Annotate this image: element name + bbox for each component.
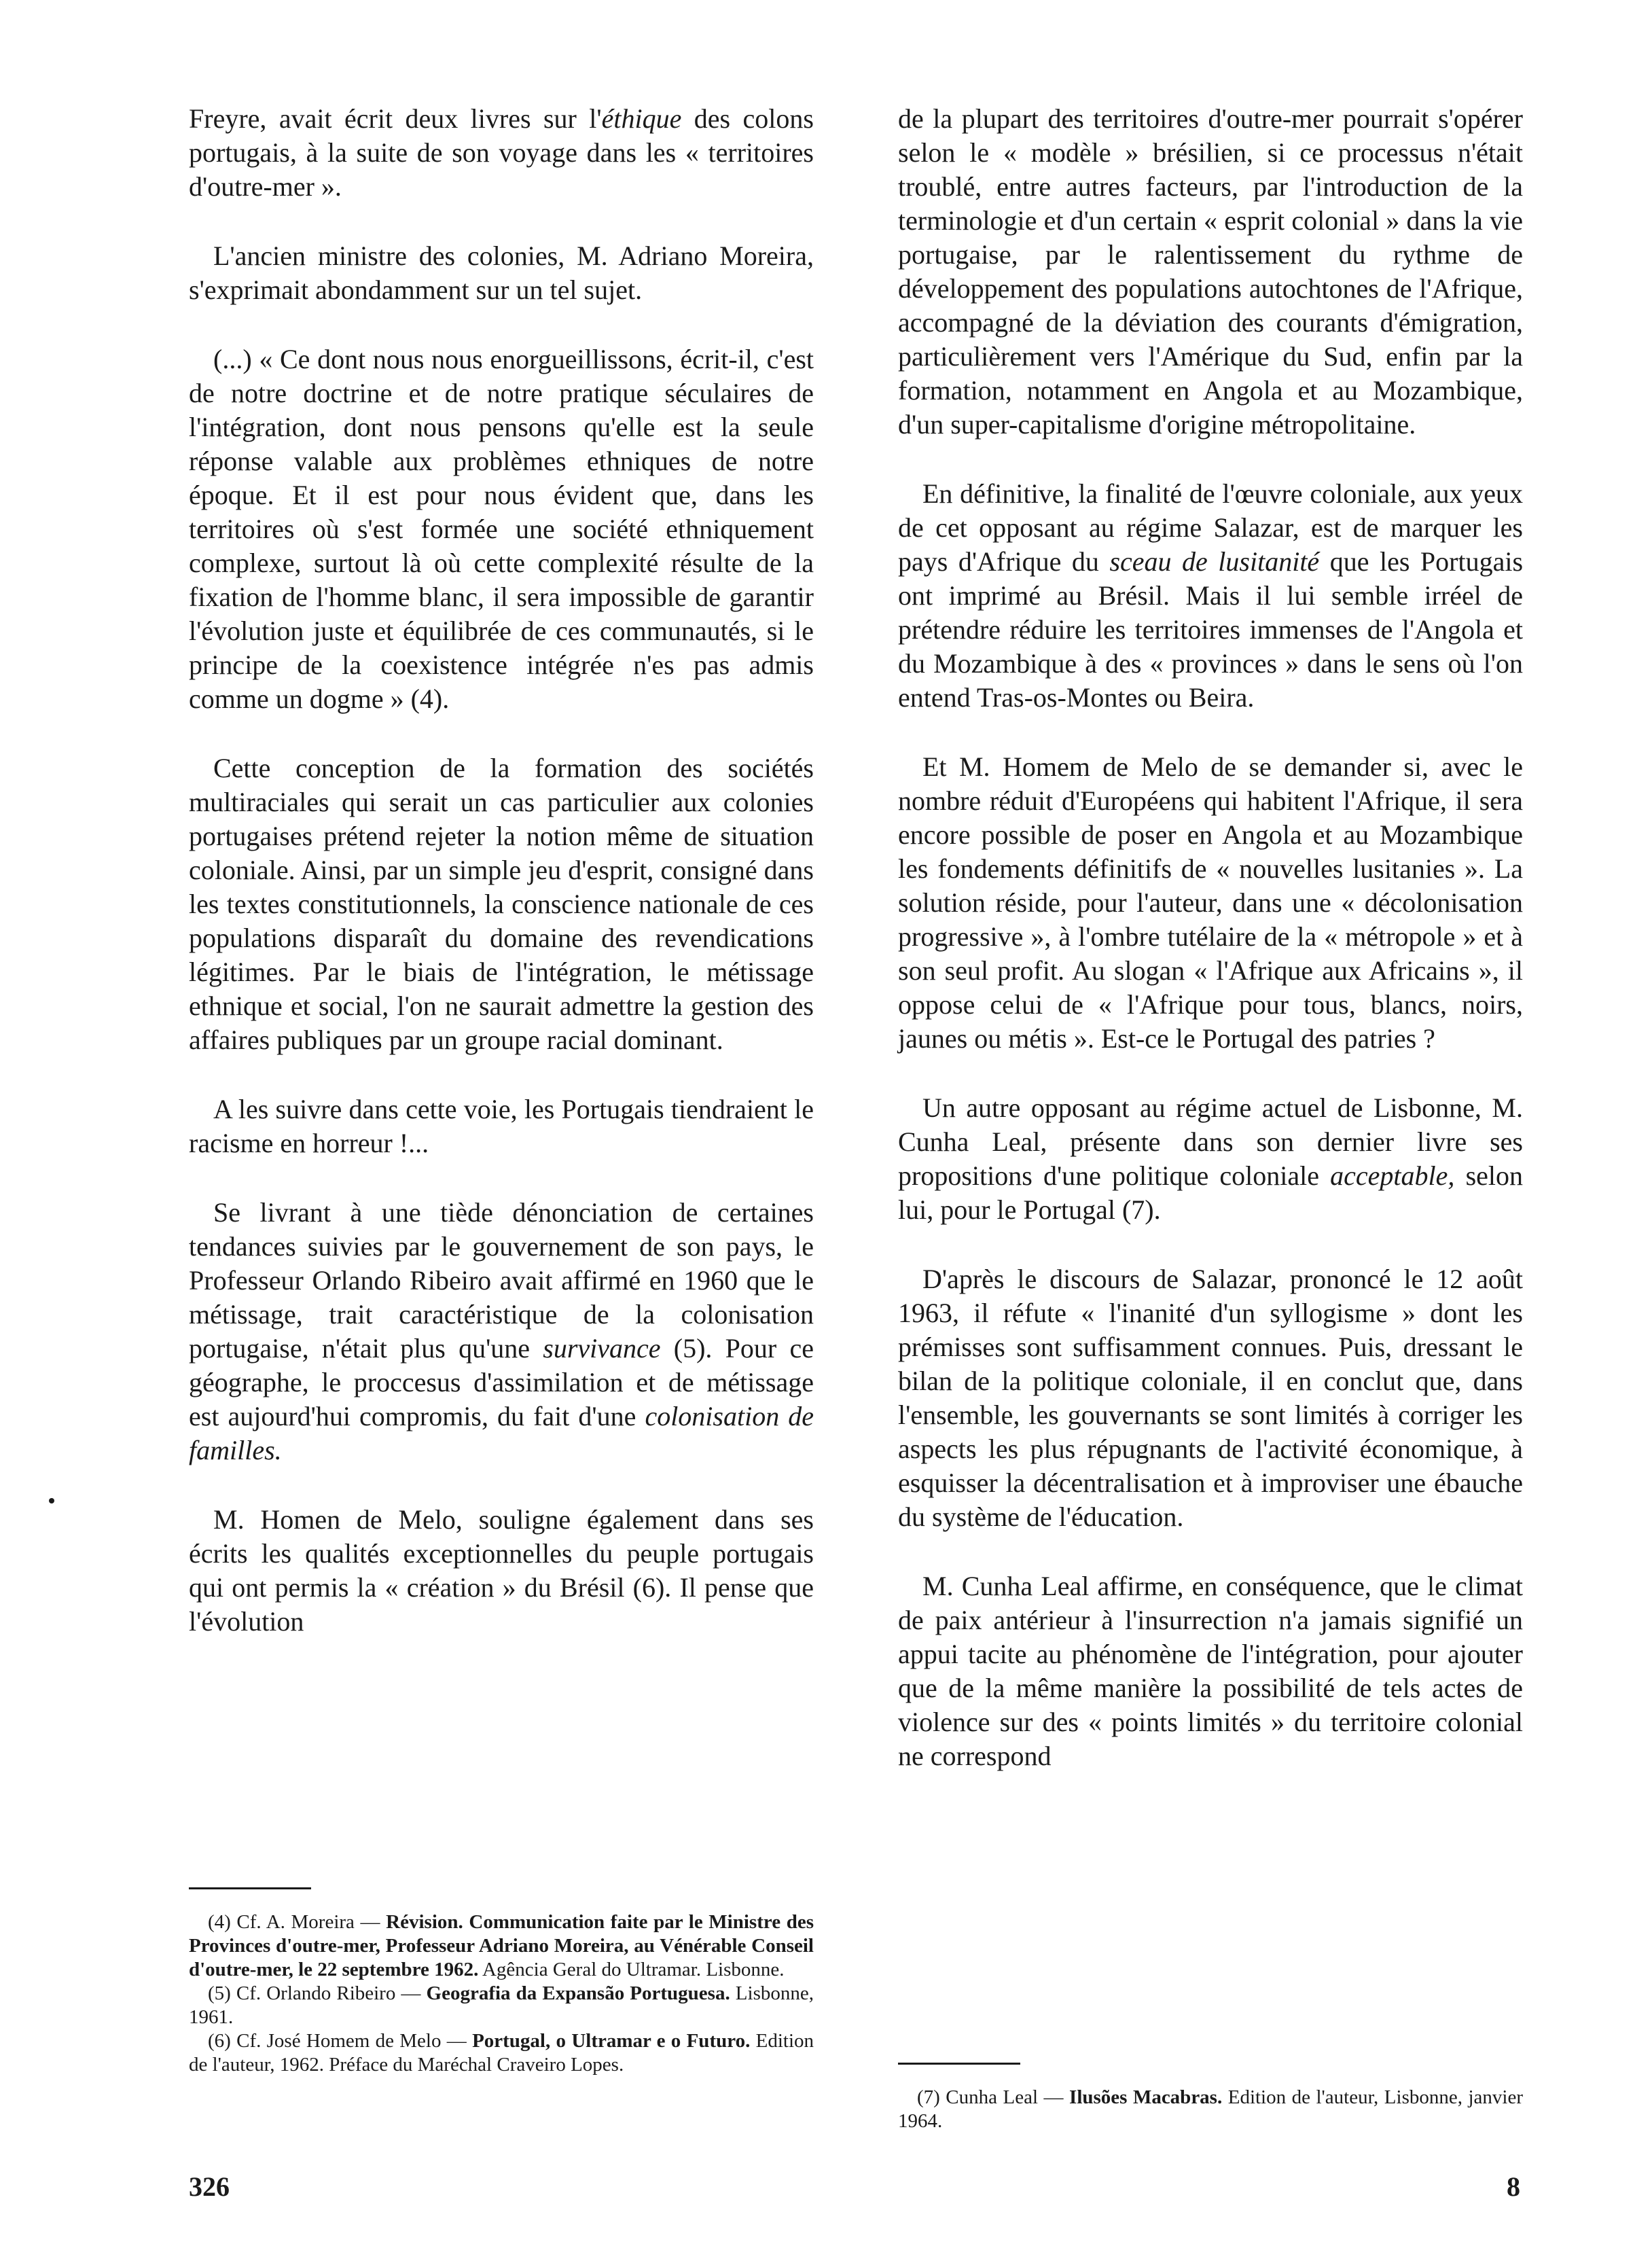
paragraph: Et M. Homem de Melo de se demander si, avec le nombre réduit d'Européens qui habitent l'Afrique, il sera encore possible de poser en Angola et au Mozambique les fondements définitifs de « nouvelles lusitanies ». La solution réside, pour l'auteur, dans une « décolonisation progressive », à l'ombre tutélaire de la « métropole » et à son seul profit. Au slogan « l'Afrique aux Africains », il oppose celui de « l'Afrique pour tous, blancs, noirs, jaunes ou métis ». Est-ce le Portugal des patries ? — [898, 751, 1523, 1054]
footnote-rule — [189, 1887, 311, 1889]
paragraph: Se livrant à une tiède dénonciation de certaines tendances suivies par le gouvernement de son pays, le Professeur Orlando Ribeiro avait affirmé en 1960 que le métissage, trait caractéristique de la colonisation portugaise, n'était plus qu'une survivance (5). Pour ce géographe, le proccesus d'assimilation et de métissage est aujourd'hui compromis, du fait d'une colonisation de familles. — [189, 1197, 814, 1465]
right-column — [898, 102, 1523, 1809]
page-number-right: 8 — [1507, 2171, 1520, 2202]
paragraph: M. Cunha Leal affirme, en conséquence, que le climat de paix antérieur à l'insurrection n'a jamais signifié un appui tacite au phénomène de l'intégration, pour ajouter que de la même manière la possibilité de tels actes de violence sur des « points limités » du territoire colonial ne correspond — [898, 1571, 1523, 1771]
paragraph: Freyre, avait écrit deux livres sur l'éthique des colons portugais, à la suite de son voyage dans les « territoires d'outre-mer ». — [189, 103, 814, 202]
paragraph: Un autre opposant au régime actuel de Lisbonne, M. Cunha Leal, présente dans son dernier livre ses propositions d'une politique coloniale acceptable, selon lui, pour le Portugal (7). — [898, 1092, 1524, 1225]
paragraph: D'après le discours de Salazar, prononcé le 12 août 1963, il réfute « l'inanité d'un syllogisme » dont les prémisses sont suffisamment connues. Puis, dressant le bilan de la politique coloniale, il en conclut que, dans l'ensemble, les gouvernants se sont limités à corriger les aspects les plus répugnants de l'activité économique, à esquisser la décentralisation et à improviser une ébauche du système de l'éducation. — [898, 1264, 1523, 1532]
paragraph: Cette conception de la formation des sociétés multiraciales qui serait un cas particulier aux colonies portugaises prétend rejeter la notion même de situation coloniale. Ainsi, par un simple jeu d'esprit, consigné dans les textes constitutionnels, la conscience nationale de ces populations disparaît du domaine des revendications légitimes. Par le biais de l'intégration, le métissage ethnique et social, l'on ne saurait admettre la gestion des affaires publiques par un groupe racial dominant. — [189, 753, 814, 1055]
footnote-rule — [898, 2063, 1020, 2065]
footnote-6: (6) Cf. José Homem de Melo — Portugal, o Ultramar e o Futuro. Edition de l'auteur, 1962. Préface du Maréchal Craveiro Lopes. — [189, 2030, 814, 2076]
right-footnotes — [898, 2086, 1523, 2133]
paragraph: En définitive, la finalité de l'œuvre coloniale, aux yeux de cet opposant au régime Salazar, est de marquer les pays d'Afrique du sceau de lusitanité que les Portugais ont imprimé au Brésil. Mais il lui semble irréel de prétendre réduire les territoires immenses de l'Angola et du Mozambique à des « provinces » dans le sens où l'on entend Tras-os-Montes ou Beira. — [898, 478, 1524, 713]
footnote-7: (7) Cunha Leal — Ilusões Macabras. Edition de l'auteur, Lisbonne, janvier 1964. — [898, 2086, 1523, 2132]
quote-paragraph: (...) « Ce dont nous nous enorgueillissons, écrit-il, c'est de notre doctrine et de notre pratique séculaires de l'intégration, dont nous pensons qu'elle est la seule réponse valable aux problèmes ethniques de notre époque. Et il est pour nous évident que, dans les territoires où s'est formée une société ethniquement complexe, surtout là où cette complexité résulte de la fixation de l'homme blanc, il sera impossible de garantir l'évolution juste et équilibrée de ces communautés, si le principe de la coexistence intégrée n'es pas admis comme un dogme » (4). — [189, 344, 814, 714]
footnote-4: (4) Cf. A. Moreira — Révision. Communication faite par le Ministre des Provinces d'outre-mer, Professeur Adriano Moreira, au Vénérable Conseil d'outre-mer, le 22 septembre 1962. Agência Geral do Ultramar. Lisbonne. — [189, 1911, 814, 1980]
left-footnotes — [189, 1910, 814, 2077]
left-column — [189, 102, 814, 1674]
paragraph: M. Homen de Melo, souligne également dans ses écrits les qualités exceptionnelles du peuple portugais qui ont permis la « création » du Brésil (6). Il pense que l'évolution — [189, 1504, 814, 1637]
paragraph: de la plupart des territoires d'outre-mer pourrait s'opérer selon le « modèle » brésilien, si ce processus n'était troublé, entre autres facteurs, par l'introduction de la terminologie et d'un certain « esprit colonial » dans la vie portugaise, par le ralentissement du rythme de développement des populations autochtones de l'Afrique, accompagné de la déviation des courants d'émigration, particulièrement vers l'Amérique du Sud, enfin par la formation, notamment en Angola et au Mozambique, d'un super-capitalisme d'origine métropolitaine. — [898, 103, 1523, 440]
footnote-5: (5) Cf. Orlando Ribeiro — Geografia da Expansão Portuguesa. Lisbonne, 1961. — [189, 1982, 814, 2028]
paragraph: L'ancien ministre des colonies, M. Adriano Moreira, s'exprimait abondamment sur un tel sujet. — [189, 241, 814, 305]
stray-ink-dot — [49, 1498, 54, 1503]
paragraph: A les suivre dans cette voie, les Portugais tiendraient le racisme en horreur !... — [189, 1094, 814, 1158]
page-number-left: 326 — [189, 2171, 230, 2202]
